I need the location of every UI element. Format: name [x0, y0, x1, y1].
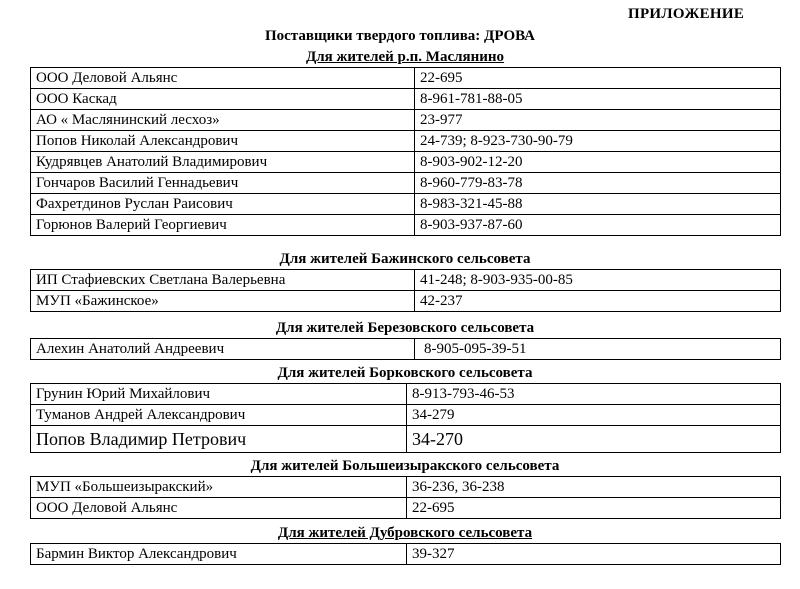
- table-row: [31, 339, 781, 360]
- table-row: [31, 384, 781, 405]
- table-row: [31, 68, 781, 89]
- supplier-table: [30, 383, 781, 453]
- supplier-name: МУП «Большеизыракский»: [31, 477, 407, 498]
- supplier-phone: 8-960-779-83-78: [415, 173, 781, 194]
- section-maslyanino: [30, 48, 780, 236]
- supplier-phone: 22-695: [415, 68, 781, 89]
- supplier-name: МУП «Бажинское»: [31, 291, 415, 312]
- document-title: Поставщики твердого топлива: ДРОВА: [264, 28, 536, 44]
- section-heading: Для жителей Борковского сельсовета: [277, 365, 533, 381]
- appendix-label: ПРИЛОЖЕНИЕ: [628, 6, 745, 22]
- section-heading: Для жителей Бажинского сельсовета: [279, 251, 531, 267]
- supplier-phone: 39-327: [407, 544, 781, 565]
- table-row: [31, 405, 781, 426]
- section-dubrovsky: [30, 524, 780, 565]
- supplier-table: [30, 67, 781, 236]
- supplier-phone: 8-903-937-87-60: [415, 215, 781, 236]
- supplier-phone: 36-236, 36-238: [407, 477, 781, 498]
- supplier-phone: 24-739; 8-923-730-90-79: [415, 131, 781, 152]
- table-row: [31, 477, 781, 498]
- section-borkovsky: [30, 364, 780, 453]
- table-row: [31, 173, 781, 194]
- supplier-table: [30, 476, 781, 519]
- table-row: [31, 89, 781, 110]
- table-row: [31, 131, 781, 152]
- table-row: [31, 270, 781, 291]
- table-row: [31, 544, 781, 565]
- section-bolsheizyraksky: [30, 457, 780, 519]
- section-berezovsky: [30, 319, 780, 360]
- supplier-phone: 41-248; 8-903-935-00-85: [415, 270, 781, 291]
- supplier-name: ООО Каскад: [31, 89, 415, 110]
- supplier-name: Горюнов Валерий Георгиевич: [31, 215, 415, 236]
- supplier-name: Фахретдинов Руслан Раисович: [31, 194, 415, 215]
- supplier-name: Гончаров Василий Геннадьевич: [31, 173, 415, 194]
- table-row: [31, 498, 781, 519]
- supplier-phone: 8-905-095-39-51: [415, 339, 781, 360]
- supplier-phone: 34-270: [407, 426, 781, 453]
- supplier-phone: 8-961-781-88-05: [415, 89, 781, 110]
- supplier-name: Попов Николай Александрович: [31, 131, 415, 152]
- section-heading: Для жителей Большеизыракского сельсовета: [250, 458, 560, 474]
- supplier-name: Грунин Юрий Михайлович: [31, 384, 407, 405]
- supplier-name: ООО Деловой Альянс: [31, 68, 415, 89]
- table-row: [31, 215, 781, 236]
- section-heading: Для жителей Березовского сельсовета: [275, 320, 535, 336]
- table-row: [31, 426, 781, 453]
- supplier-phone: 8-983-321-45-88: [415, 194, 781, 215]
- table-row: [31, 110, 781, 131]
- table-row: [31, 194, 781, 215]
- supplier-phone: 22-695: [407, 498, 781, 519]
- supplier-phone: 23-977: [415, 110, 781, 131]
- supplier-name: АО « Маслянинский лесхоз»: [31, 110, 415, 131]
- supplier-table: [30, 269, 781, 312]
- table-row: [31, 152, 781, 173]
- supplier-name: ООО Деловой Альянс: [31, 498, 407, 519]
- section-heading: Для жителей Дубровского сельсовета: [277, 525, 533, 541]
- section-bazhinsky: [30, 250, 780, 312]
- supplier-name: Кудрявцев Анатолий Владимирович: [31, 152, 415, 173]
- supplier-name: Бармин Виктор Александрович: [31, 544, 407, 565]
- supplier-name: Попов Владимир Петрович: [31, 426, 407, 453]
- supplier-phone: 42-237: [415, 291, 781, 312]
- supplier-name: ИП Стафиевских Светлана Валерьевна: [31, 270, 415, 291]
- supplier-name: Туманов Андрей Александрович: [31, 405, 407, 426]
- table-row: [31, 291, 781, 312]
- supplier-phone: 8-903-902-12-20: [415, 152, 781, 173]
- section-heading: Для жителей р.п. Маслянино: [305, 49, 505, 65]
- supplier-phone: 8-913-793-46-53: [407, 384, 781, 405]
- supplier-phone: 34-279: [407, 405, 781, 426]
- supplier-name: Алехин Анатолий Андреевич: [31, 339, 415, 360]
- supplier-table: [30, 338, 781, 360]
- supplier-table: [30, 543, 781, 565]
